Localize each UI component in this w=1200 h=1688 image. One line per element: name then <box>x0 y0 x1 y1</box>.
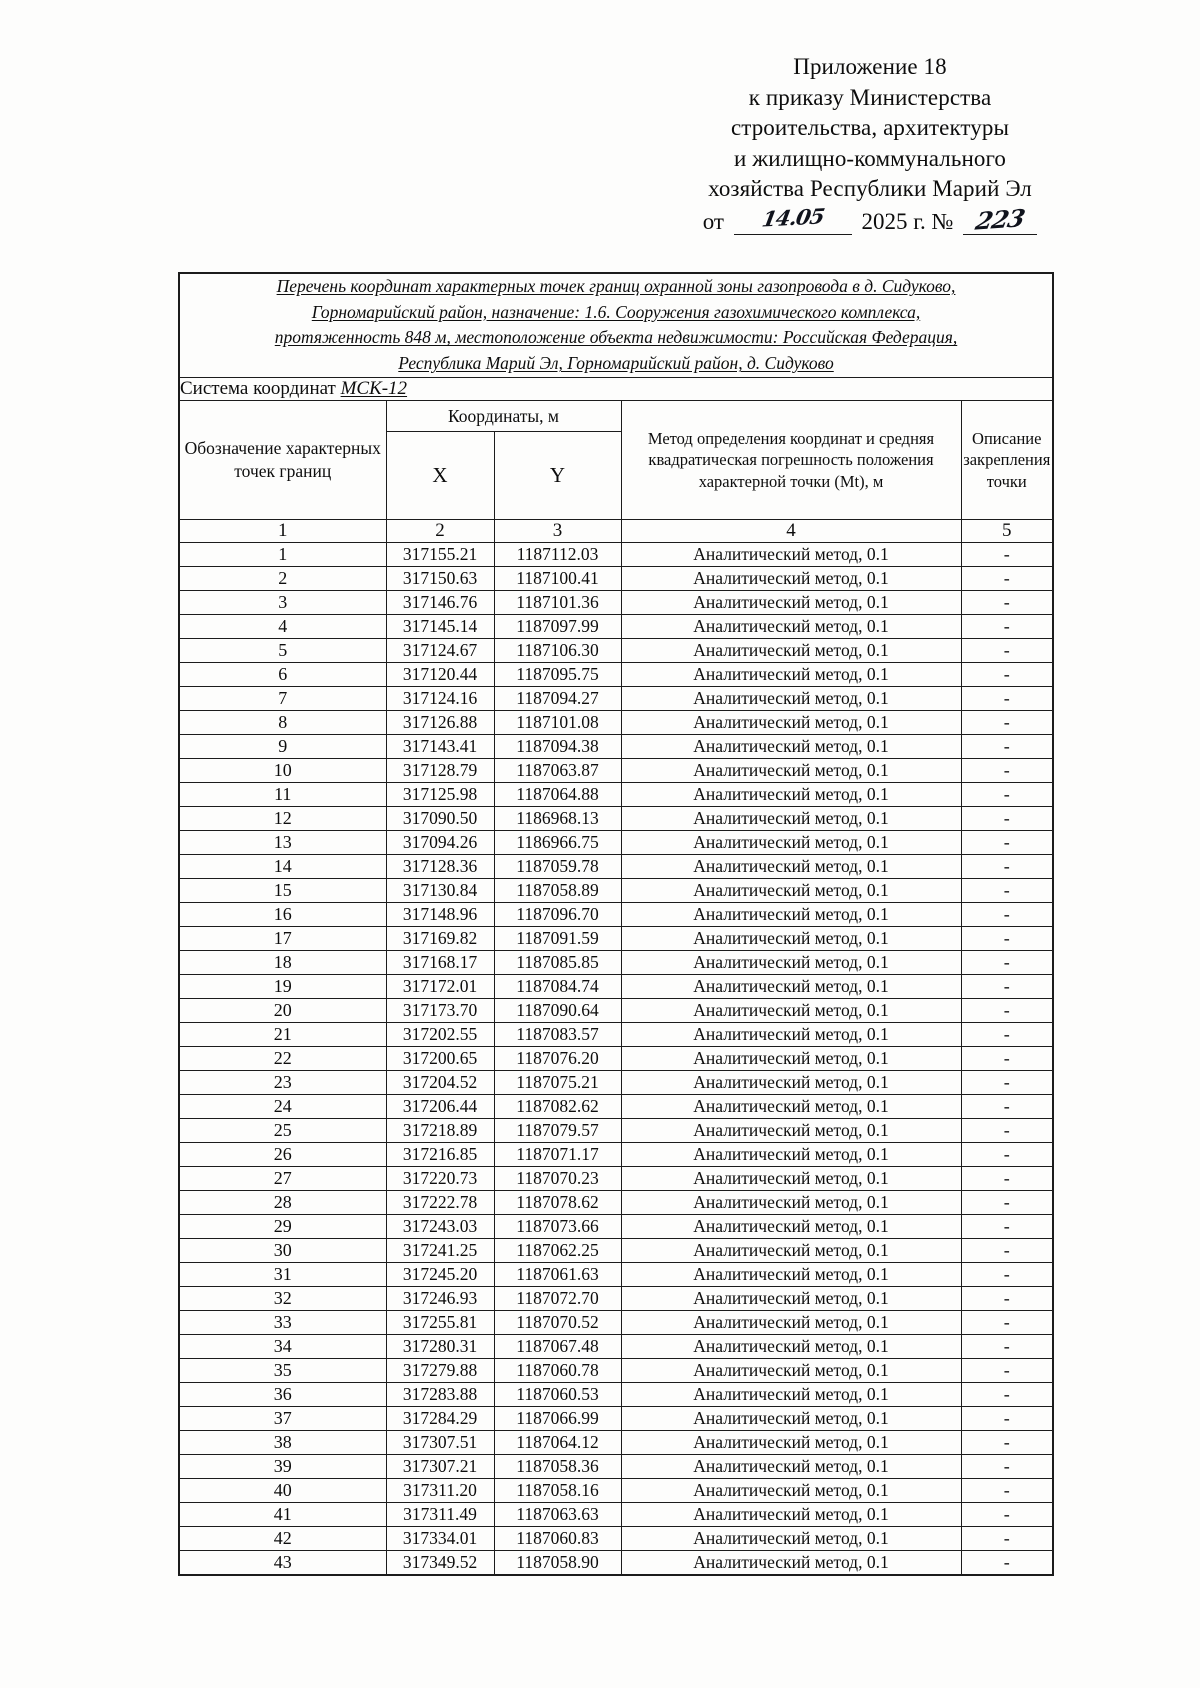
cell-y: 1187058.36 <box>494 1454 621 1478</box>
cell-x: 317169.82 <box>386 926 494 950</box>
table-row <box>179 686 1053 710</box>
cell-y: 1186968.13 <box>494 806 621 830</box>
table-row <box>179 1502 1053 1526</box>
cell-x: 317311.49 <box>386 1502 494 1526</box>
cell-point-number: 20 <box>179 998 386 1022</box>
cell-x: 317126.88 <box>386 710 494 734</box>
cell-x: 317222.78 <box>386 1190 494 1214</box>
table-row <box>179 638 1053 662</box>
cell-x: 317283.88 <box>386 1382 494 1406</box>
cell-description: - <box>961 1454 1053 1478</box>
cell-method: Аналитический метод, 0.1 <box>621 686 961 710</box>
table-title-cell <box>179 273 1053 377</box>
header-point-designation: Обозначение характерных точек границ <box>179 400 386 519</box>
table-row <box>179 662 1053 686</box>
table-row <box>179 926 1053 950</box>
table-row <box>179 974 1053 998</box>
cell-description: - <box>961 1214 1053 1238</box>
table-row <box>179 1430 1053 1454</box>
table-row <box>179 1382 1053 1406</box>
table-row <box>179 1166 1053 1190</box>
cell-description: - <box>961 1286 1053 1310</box>
cell-method: Аналитический метод, 0.1 <box>621 998 961 1022</box>
table-row <box>179 710 1053 734</box>
table-row <box>179 614 1053 638</box>
cell-x: 317218.89 <box>386 1118 494 1142</box>
table-row <box>179 1358 1053 1382</box>
cell-description: - <box>961 1094 1053 1118</box>
cell-method: Аналитический метод, 0.1 <box>621 926 961 950</box>
column-number-4: 4 <box>621 519 961 542</box>
cell-x: 317172.01 <box>386 974 494 998</box>
cell-y: 1187058.89 <box>494 878 621 902</box>
cell-description: - <box>961 1478 1053 1502</box>
table-row <box>179 782 1053 806</box>
table-row <box>179 734 1053 758</box>
cell-method: Аналитический метод, 0.1 <box>621 1238 961 1262</box>
cell-description: - <box>961 1190 1053 1214</box>
cell-x: 317145.14 <box>386 614 494 638</box>
column-number-2: 2 <box>386 519 494 542</box>
cell-y: 1186966.75 <box>494 830 621 854</box>
order-number-field <box>963 203 1037 236</box>
cell-x: 317200.65 <box>386 1046 494 1070</box>
column-number-5: 5 <box>961 519 1053 542</box>
cell-point-number: 13 <box>179 830 386 854</box>
cell-point-number: 5 <box>179 638 386 662</box>
table-title-line-2: Горномарийский район, назначение: 1.6. Сооружения газохимического комплекса, <box>311 301 921 322</box>
coordinate-system-value: МСК-12 <box>340 377 408 399</box>
cell-method: Аналитический метод, 0.1 <box>621 1070 961 1094</box>
cell-x: 317168.17 <box>386 950 494 974</box>
cell-point-number: 9 <box>179 734 386 758</box>
cell-y: 1187094.38 <box>494 734 621 758</box>
cell-y: 1187112.03 <box>494 542 621 566</box>
header-line-2: к приказу Министерства <box>748 84 992 110</box>
cell-y: 1187106.30 <box>494 638 621 662</box>
cell-x: 317216.85 <box>386 1142 494 1166</box>
table-row <box>179 1046 1053 1070</box>
cell-x: 317284.29 <box>386 1406 494 1430</box>
table-row <box>179 1214 1053 1238</box>
cell-point-number: 36 <box>179 1382 386 1406</box>
cell-point-number: 41 <box>179 1502 386 1526</box>
cell-description: - <box>961 758 1053 782</box>
cell-x: 317307.51 <box>386 1430 494 1454</box>
table-row <box>179 1190 1053 1214</box>
cell-description: - <box>961 1310 1053 1334</box>
cell-description: - <box>961 1142 1053 1166</box>
cell-method: Аналитический метод, 0.1 <box>621 1382 961 1406</box>
cell-x: 317349.52 <box>386 1550 494 1575</box>
coordinate-system-label: Система координат <box>180 377 336 399</box>
cell-point-number: 37 <box>179 1406 386 1430</box>
table-row <box>179 902 1053 926</box>
cell-point-number: 26 <box>179 1142 386 1166</box>
header-description: Описание закрепления точки <box>961 400 1053 519</box>
cell-point-number: 4 <box>179 614 386 638</box>
cell-x: 317334.01 <box>386 1526 494 1550</box>
table-row <box>179 1478 1053 1502</box>
cell-point-number: 18 <box>179 950 386 974</box>
cell-y: 1187060.78 <box>494 1358 621 1382</box>
cell-point-number: 22 <box>179 1046 386 1070</box>
cell-y: 1187064.12 <box>494 1430 621 1454</box>
cell-method: Аналитический метод, 0.1 <box>621 1430 961 1454</box>
cell-x: 317206.44 <box>386 1094 494 1118</box>
cell-x: 317150.63 <box>386 566 494 590</box>
cell-point-number: 12 <box>179 806 386 830</box>
table-row <box>179 1526 1053 1550</box>
cell-method: Аналитический метод, 0.1 <box>621 1094 961 1118</box>
cell-x: 317173.70 <box>386 998 494 1022</box>
cell-method: Аналитический метод, 0.1 <box>621 950 961 974</box>
table-row <box>179 1238 1053 1262</box>
table-row <box>179 1406 1053 1430</box>
cell-method: Аналитический метод, 0.1 <box>621 1550 961 1575</box>
cell-description: - <box>961 1430 1053 1454</box>
cell-y: 1187058.16 <box>494 1478 621 1502</box>
table-row <box>179 758 1053 782</box>
cell-x: 317280.31 <box>386 1334 494 1358</box>
table-row <box>179 1094 1053 1118</box>
cell-y: 1187100.41 <box>494 566 621 590</box>
cell-description: - <box>961 878 1053 902</box>
cell-description: - <box>961 830 1053 854</box>
cell-x: 317124.16 <box>386 686 494 710</box>
cell-y: 1187070.23 <box>494 1166 621 1190</box>
cell-description: - <box>961 1238 1053 1262</box>
coordinate-system-row <box>179 377 1053 400</box>
cell-point-number: 23 <box>179 1070 386 1094</box>
cell-point-number: 14 <box>179 854 386 878</box>
cell-description: - <box>961 614 1053 638</box>
cell-y: 1187060.53 <box>494 1382 621 1406</box>
cell-description: - <box>961 806 1053 830</box>
cell-point-number: 2 <box>179 566 386 590</box>
cell-point-number: 30 <box>179 1238 386 1262</box>
cell-point-number: 27 <box>179 1166 386 1190</box>
cell-method: Аналитический метод, 0.1 <box>621 542 961 566</box>
cell-method: Аналитический метод, 0.1 <box>621 758 961 782</box>
cell-method: Аналитический метод, 0.1 <box>621 710 961 734</box>
order-year-label: 2025 г. № <box>861 209 954 234</box>
cell-method: Аналитический метод, 0.1 <box>621 590 961 614</box>
cell-x: 317146.76 <box>386 590 494 614</box>
table-row <box>179 566 1053 590</box>
cell-description: - <box>961 686 1053 710</box>
table-title-line-1: Перечень координат характерных точек границ охранной зоны газопровода в д. Сидуково, <box>276 276 956 296</box>
cell-x: 317120.44 <box>386 662 494 686</box>
table-row <box>179 1454 1053 1478</box>
cell-point-number: 15 <box>179 878 386 902</box>
cell-point-number: 42 <box>179 1526 386 1550</box>
cell-description: - <box>961 1022 1053 1046</box>
cell-x: 317279.88 <box>386 1358 494 1382</box>
cell-description: - <box>961 1262 1053 1286</box>
cell-y: 1187082.62 <box>494 1094 621 1118</box>
cell-method: Аналитический метод, 0.1 <box>621 1214 961 1238</box>
table-row <box>179 1310 1053 1334</box>
cell-point-number: 11 <box>179 782 386 806</box>
cell-method: Аналитический метод, 0.1 <box>621 1502 961 1526</box>
cell-method: Аналитический метод, 0.1 <box>621 1142 961 1166</box>
cell-x: 317155.21 <box>386 542 494 566</box>
cell-y: 1187079.57 <box>494 1118 621 1142</box>
cell-y: 1187063.63 <box>494 1502 621 1526</box>
cell-x: 317220.73 <box>386 1166 494 1190</box>
table-row <box>179 1262 1053 1286</box>
cell-method: Аналитический метод, 0.1 <box>621 854 961 878</box>
cell-description: - <box>961 1550 1053 1575</box>
cell-method: Аналитический метод, 0.1 <box>621 806 961 830</box>
cell-y: 1187075.21 <box>494 1070 621 1094</box>
cell-x: 317124.67 <box>386 638 494 662</box>
table-title-row <box>179 273 1053 377</box>
cell-method: Аналитический метод, 0.1 <box>621 974 961 998</box>
cell-point-number: 8 <box>179 710 386 734</box>
cell-description: - <box>961 782 1053 806</box>
cell-method: Аналитический метод, 0.1 <box>621 1118 961 1142</box>
cell-y: 1187101.36 <box>494 590 621 614</box>
cell-x: 317128.36 <box>386 854 494 878</box>
cell-point-number: 31 <box>179 1262 386 1286</box>
cell-point-number: 40 <box>179 1478 386 1502</box>
table-row <box>179 830 1053 854</box>
cell-description: - <box>961 1118 1053 1142</box>
cell-y: 1187061.63 <box>494 1262 621 1286</box>
cell-x: 317202.55 <box>386 1022 494 1046</box>
cell-x: 317311.20 <box>386 1478 494 1502</box>
cell-description: - <box>961 1502 1053 1526</box>
cell-method: Аналитический метод, 0.1 <box>621 614 961 638</box>
cell-x: 317255.81 <box>386 1310 494 1334</box>
cell-description: - <box>961 1406 1053 1430</box>
cell-point-number: 32 <box>179 1286 386 1310</box>
cell-method: Аналитический метод, 0.1 <box>621 638 961 662</box>
table-row <box>179 950 1053 974</box>
table-row <box>179 998 1053 1022</box>
cell-method: Аналитический метод, 0.1 <box>621 1046 961 1070</box>
cell-description: - <box>961 974 1053 998</box>
cell-y: 1187066.99 <box>494 1406 621 1430</box>
order-prefix-label: от <box>702 209 724 234</box>
cell-method: Аналитический метод, 0.1 <box>621 1526 961 1550</box>
table-row <box>179 1022 1053 1046</box>
cell-description: - <box>961 1070 1053 1094</box>
cell-point-number: 16 <box>179 902 386 926</box>
cell-description: - <box>961 542 1053 566</box>
header-x: X <box>386 431 494 519</box>
cell-y: 1187085.85 <box>494 950 621 974</box>
cell-x: 317128.79 <box>386 758 494 782</box>
cell-x: 317243.03 <box>386 1214 494 1238</box>
order-date-handwriting: 14.05 <box>759 203 826 232</box>
cell-description: - <box>961 1166 1053 1190</box>
cell-point-number: 6 <box>179 662 386 686</box>
order-reference-line <box>660 203 1080 236</box>
cell-point-number: 24 <box>179 1094 386 1118</box>
table-row <box>179 806 1053 830</box>
cell-y: 1187070.52 <box>494 1310 621 1334</box>
cell-y: 1187063.87 <box>494 758 621 782</box>
cell-method: Аналитический метод, 0.1 <box>621 566 961 590</box>
cell-y: 1187064.88 <box>494 782 621 806</box>
cell-x: 317125.98 <box>386 782 494 806</box>
cell-x: 317090.50 <box>386 806 494 830</box>
header-line-3: строительства, архитектуры <box>730 115 1010 141</box>
order-number-handwriting: 223 <box>973 203 1028 236</box>
table-row <box>179 1118 1053 1142</box>
coordinate-system-cell <box>179 377 1053 400</box>
table-title-line-4: Республика Марий Эл, Горномарийский район, д. Сидуково <box>398 353 834 374</box>
cell-point-number: 39 <box>179 1454 386 1478</box>
cell-method: Аналитический метод, 0.1 <box>621 734 961 758</box>
cell-y: 1187091.59 <box>494 926 621 950</box>
cell-point-number: 38 <box>179 1430 386 1454</box>
cell-method: Аналитический метод, 0.1 <box>621 1334 961 1358</box>
cell-y: 1187097.99 <box>494 614 621 638</box>
cell-point-number: 21 <box>179 1022 386 1046</box>
cell-method: Аналитический метод, 0.1 <box>621 1478 961 1502</box>
header-y: Y <box>494 431 621 519</box>
table-header-row-1 <box>179 400 1053 431</box>
document-header <box>660 52 1080 205</box>
cell-method: Аналитический метод, 0.1 <box>621 1286 961 1310</box>
table-row <box>179 1334 1053 1358</box>
cell-description: - <box>961 854 1053 878</box>
header-line-4: и жилищно-коммунального <box>733 145 1007 171</box>
order-date-field <box>734 203 852 235</box>
cell-point-number: 1 <box>179 542 386 566</box>
cell-method: Аналитический метод, 0.1 <box>621 1358 961 1382</box>
cell-description: - <box>961 1382 1053 1406</box>
cell-method: Аналитический метод, 0.1 <box>621 878 961 902</box>
cell-y: 1187072.70 <box>494 1286 621 1310</box>
cell-method: Аналитический метод, 0.1 <box>621 1190 961 1214</box>
cell-point-number: 17 <box>179 926 386 950</box>
cell-y: 1187071.17 <box>494 1142 621 1166</box>
cell-description: - <box>961 662 1053 686</box>
header-method: Метод определения координат и средняя квадратическая погрешность положения характерной точки (Mt), м <box>621 400 961 519</box>
table-row <box>179 854 1053 878</box>
cell-description: - <box>961 566 1053 590</box>
cell-point-number: 34 <box>179 1334 386 1358</box>
cell-description: - <box>961 950 1053 974</box>
column-number-row <box>179 519 1053 542</box>
cell-method: Аналитический метод, 0.1 <box>621 1454 961 1478</box>
cell-x: 317307.21 <box>386 1454 494 1478</box>
cell-y: 1187096.70 <box>494 902 621 926</box>
cell-method: Аналитический метод, 0.1 <box>621 1310 961 1334</box>
cell-method: Аналитический метод, 0.1 <box>621 1262 961 1286</box>
cell-y: 1187094.27 <box>494 686 621 710</box>
cell-y: 1187067.48 <box>494 1334 621 1358</box>
cell-x: 317143.41 <box>386 734 494 758</box>
cell-point-number: 25 <box>179 1118 386 1142</box>
table-row <box>179 590 1053 614</box>
cell-description: - <box>961 926 1053 950</box>
cell-y: 1187076.20 <box>494 1046 621 1070</box>
cell-y: 1187059.78 <box>494 854 621 878</box>
table-row <box>179 1286 1053 1310</box>
cell-method: Аналитический метод, 0.1 <box>621 1166 961 1190</box>
table-title-line-3: протяженность 848 м, местоположение объекта недвижимости: Российская Федерация, <box>274 327 958 348</box>
cell-y: 1187073.66 <box>494 1214 621 1238</box>
table-row <box>179 878 1053 902</box>
table-row <box>179 1550 1053 1575</box>
cell-y: 1187062.25 <box>494 1238 621 1262</box>
cell-description: - <box>961 1526 1053 1550</box>
cell-method: Аналитический метод, 0.1 <box>621 782 961 806</box>
cell-y: 1187060.83 <box>494 1526 621 1550</box>
header-line-5: хозяйства Республики Марий Эл <box>708 176 1032 202</box>
cell-method: Аналитический метод, 0.1 <box>621 830 961 854</box>
cell-description: - <box>961 1358 1053 1382</box>
cell-point-number: 35 <box>179 1358 386 1382</box>
cell-description: - <box>961 590 1053 614</box>
cell-description: - <box>961 1046 1053 1070</box>
cell-method: Аналитический метод, 0.1 <box>621 1022 961 1046</box>
cell-description: - <box>961 734 1053 758</box>
cell-point-number: 28 <box>179 1190 386 1214</box>
cell-y: 1187078.62 <box>494 1190 621 1214</box>
cell-x: 317148.96 <box>386 902 494 926</box>
cell-method: Аналитический метод, 0.1 <box>621 662 961 686</box>
column-number-1: 1 <box>179 519 386 542</box>
table-row <box>179 1142 1053 1166</box>
cell-method: Аналитический метод, 0.1 <box>621 902 961 926</box>
header-line-1: Приложение 18 <box>793 54 947 79</box>
cell-x: 317204.52 <box>386 1070 494 1094</box>
cell-description: - <box>961 1334 1053 1358</box>
cell-point-number: 43 <box>179 1550 386 1575</box>
cell-y: 1187083.57 <box>494 1022 621 1046</box>
cell-x: 317094.26 <box>386 830 494 854</box>
cell-point-number: 3 <box>179 590 386 614</box>
cell-point-number: 7 <box>179 686 386 710</box>
cell-y: 1187101.08 <box>494 710 621 734</box>
cell-point-number: 29 <box>179 1214 386 1238</box>
column-number-3: 3 <box>494 519 621 542</box>
cell-y: 1187084.74 <box>494 974 621 998</box>
cell-description: - <box>961 710 1053 734</box>
cell-point-number: 10 <box>179 758 386 782</box>
table-row <box>179 542 1053 566</box>
cell-description: - <box>961 902 1053 926</box>
cell-method: Аналитический метод, 0.1 <box>621 1406 961 1430</box>
coordinates-table-wrapper <box>178 272 1052 1576</box>
cell-description: - <box>961 998 1053 1022</box>
cell-y: 1187090.64 <box>494 998 621 1022</box>
cell-description: - <box>961 638 1053 662</box>
cell-point-number: 33 <box>179 1310 386 1334</box>
header-coordinates-group: Координаты, м <box>386 400 621 431</box>
coordinates-table <box>178 272 1054 1576</box>
cell-x: 317245.20 <box>386 1262 494 1286</box>
cell-point-number: 19 <box>179 974 386 998</box>
cell-x: 317241.25 <box>386 1238 494 1262</box>
cell-x: 317130.84 <box>386 878 494 902</box>
cell-x: 317246.93 <box>386 1286 494 1310</box>
table-row <box>179 1070 1053 1094</box>
cell-y: 1187095.75 <box>494 662 621 686</box>
cell-y: 1187058.90 <box>494 1550 621 1575</box>
